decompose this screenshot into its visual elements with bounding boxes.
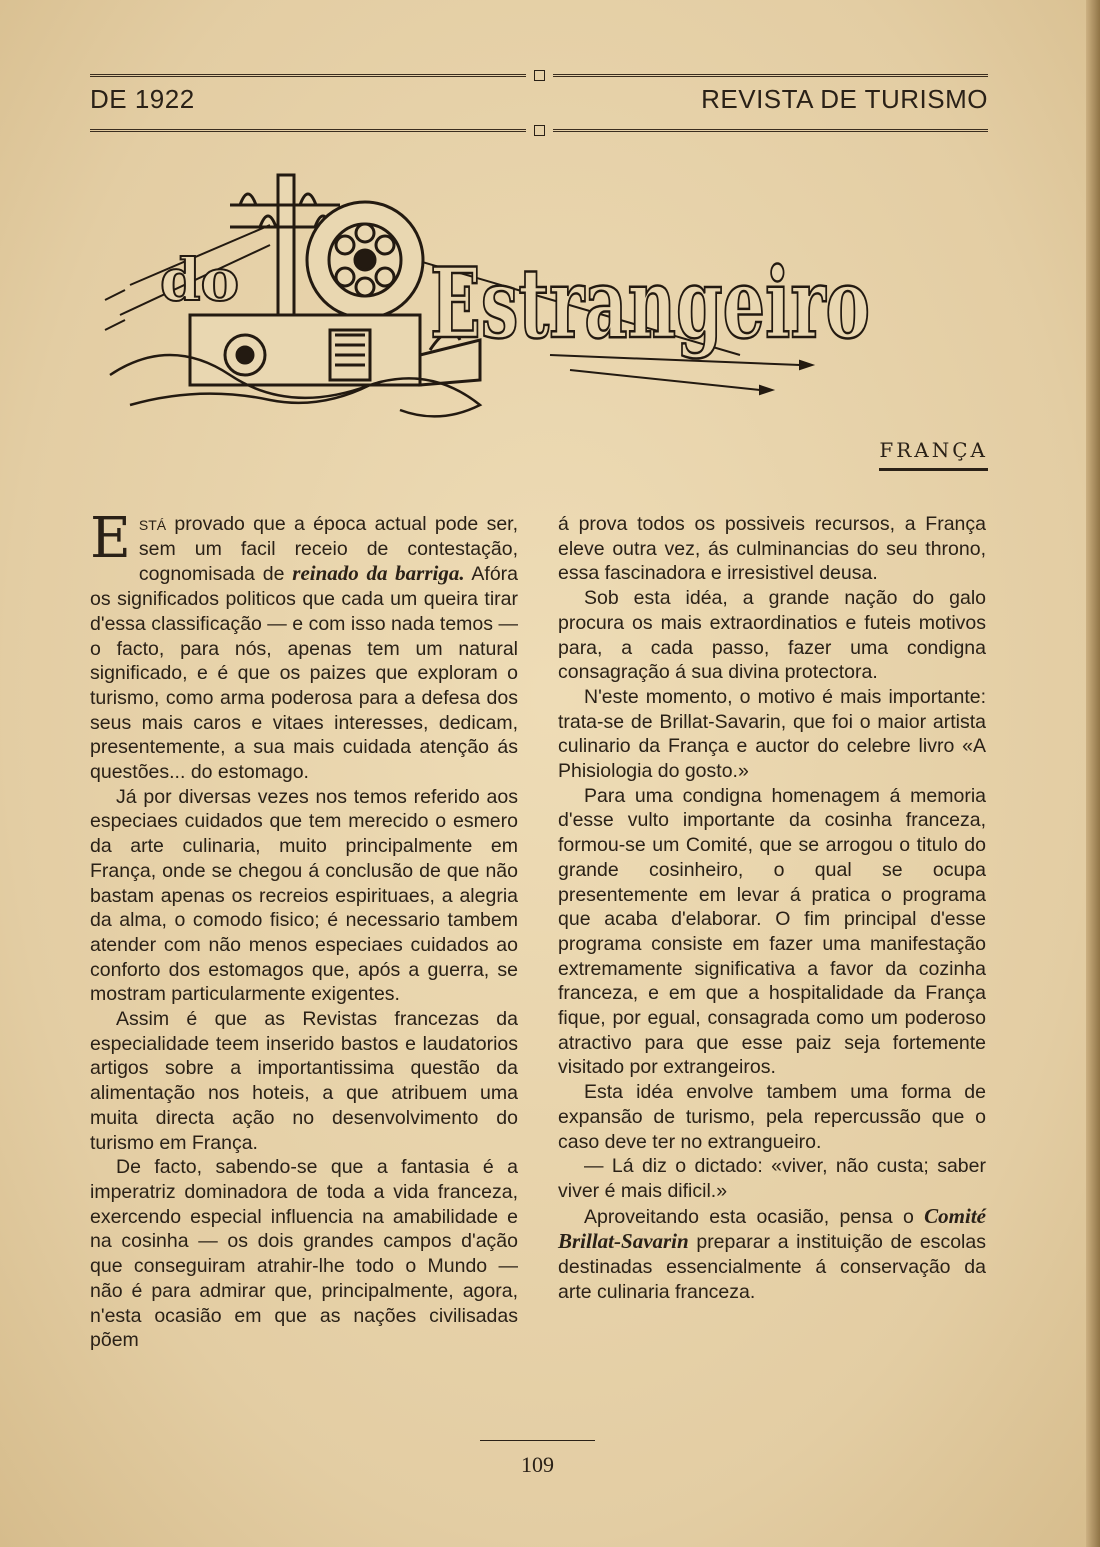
banner-word-estrangeiro: Estrangeiro (430, 247, 870, 360)
article-paragraph (90, 506, 518, 785)
paragraph-text: provado que a época actual pode ser, sem um facil receio de contestação, cognomisada de (138, 513, 518, 586)
header-magazine-title: REVISTA DE TURISMO (701, 84, 988, 114)
dropcap-continuation: stá (138, 513, 167, 535)
article-paragraph: Esta idéa envolve tambem uma forma de expansão de turismo, pela repercussão que o caso deve ter no extrangueiro. (558, 1081, 986, 1153)
article-paragraph: Assim é que as Revistas francezas da especialidade teem inserido bastos e laudatorios artigos sobre a importantissima questão da alimentação nos hoteis, a que atribuem uma muita directa ação no desenvolvimento do turismo em França. (90, 1008, 518, 1154)
emphasis-text: reinado da barriga. (292, 561, 465, 586)
section-banner-illustration (100, 165, 900, 435)
section-heading: FRANÇA (879, 438, 988, 471)
paragraph-text: Aproveitando esta ocasião, pensa o (584, 1205, 925, 1228)
ornament-box (534, 70, 545, 81)
article-paragraph-continuation: á prova todos os possiveis recursos, a França eleve outra vez, ás culminancias do seu throno, essa fascinadora e irresistivel deusa. (558, 513, 986, 585)
article-paragraph: Já por diversas vezes nos temos referido aos especiaes cuidados que tem merecido o esmero da arte culinaria, muito principalmente em França, onde se chegou á conclusão de que não bastam apenas os recreios espirituaes, a alegria da alma, o comodo fisico; é necessario tambem atender com não menos especiaes cuidados ao conforto dos estomagos que, após a guerra, se mostram particularmente exigentes. (90, 785, 518, 1006)
column-left (90, 506, 518, 1353)
header-rule-bottom (90, 125, 988, 135)
running-head (90, 84, 988, 118)
footer-rule (480, 1440, 595, 1441)
column-right (558, 512, 986, 1305)
banner-word-do: do (160, 246, 240, 314)
ornament-box (534, 125, 545, 136)
page-edge (1086, 0, 1100, 1547)
paragraph-text: Afóra os significados politicos que cada um queira tirar d'essa classificação — e com isso nada temos — o facto, para nós, apenas tem um natural significado, e é que os paizes que exploram o turismo, como arma poderosa para a defesa dos seus mais caros e vitaes interesses, dedicam, presentemente, a sua mais cuidada atenção ás questões... do estomago. (90, 563, 518, 784)
header-date: DE 1922 (90, 84, 195, 114)
article-paragraph: Sob esta idéa, a grande nação do galo procura os mais extraordinatios e futeis motivos para, a cada passo, fazer uma condigna consagração á sua divina protectora. (558, 587, 986, 684)
article-paragraph: — Lá diz o dictado: «viver, não custa; saber viver é mais dificil.» (558, 1155, 986, 1202)
page-number: 109 (521, 1452, 554, 1477)
dropcap: E (90, 506, 131, 571)
article-paragraph (558, 1204, 986, 1305)
header-rule-top (90, 70, 988, 80)
article-paragraph: N'este momento, o motivo é mais importante: trata-se de Brillat-Savarin, que foi o maior artista culinario da França e auctor do celebre livro «A Phisiologia do gosto.» (558, 685, 986, 783)
paragraph-text: preparar a instituição de escolas destinadas essencialmente á conservação da arte culinaria franceza. (558, 1231, 986, 1303)
emphasis-text: Comité Brillat-Savarin (558, 1203, 986, 1254)
article-paragraph: De facto, sabendo-se que a fantasia é a imperatriz dominadora de toda a vida franceza, exercendo especial influencia na amabilidade e na cosinha — os dois grandes campos d'ação que conseguiram atrahir-lhe todo o Mundo — não é para admirar que, principalmente, agora, n'esta ocasião em que as nações civilisadas põem (90, 1156, 518, 1352)
article-paragraph: Para uma condigna homenagem á memoria d'esse vulto importante da cosinha franceza, formou-se um Comité, que se arrogou o titulo do grande cosinheiro, o qual se ocupa presentemente em levar á pratica o programa que acaba d'elaborar. O fim principal d'esse programa consiste em fazer uma manifestação extremamente significativa a favor da cozinha franceza, e em que a hospitalidade da França fique, por egual, consagrada como um poderoso atractivo para que esse paiz seja fortemente visitado por extrangeiros. (558, 784, 986, 1079)
